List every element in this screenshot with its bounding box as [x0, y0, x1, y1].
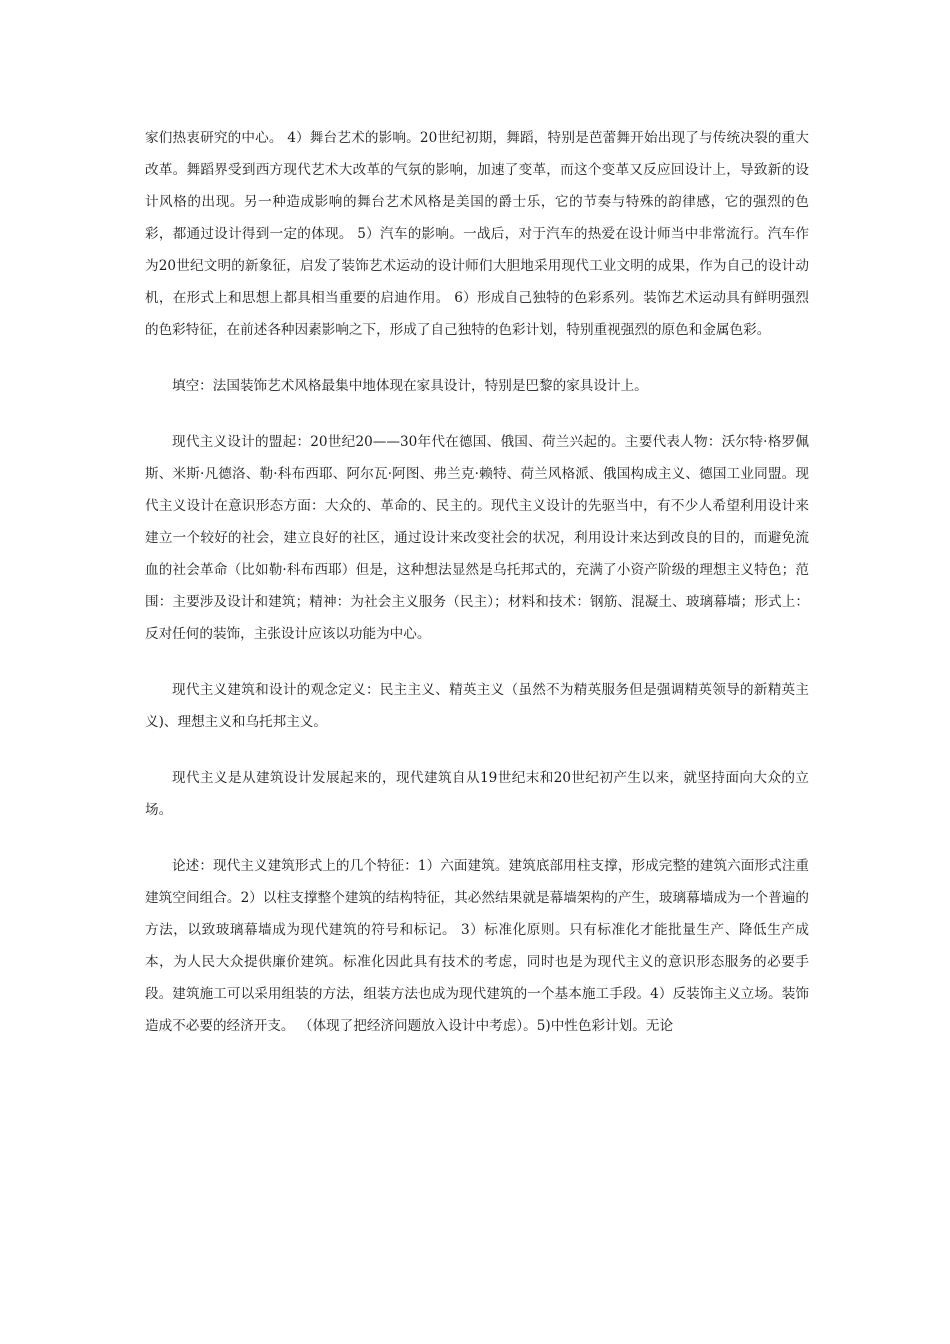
paragraph-art-deco-influences: 家们热衷研究的中心。 4）舞台艺术的影响。20世纪初期，舞蹈，特别是芭蕾舞开始出现了与传统决裂的重大改革。舞蹈界受到西方现代艺术大改革的气氛的影响，加速了变革，而这个变革又反应回设计上，导致新的设计风格的出现。另一种造成影响的舞台艺术风格是美国的爵士乐，它的节奏与特殊的韵律感，它的强烈的色彩，都通过设计得到一定的体现。 5）汽车的影响。一战后，对于汽车的热爱在设计师当中非常流行。汽车作为20世纪文明的新象征，启发了装饰艺术运动的设计师们大胆地采用现代工业文明的成果，作为自己的设计动机，在形式上和思想上都具相当重要的启迪作用。 6）形成自己独特的色彩系列。装饰艺术运动具有鲜明强烈的色彩特征，在前述各种因素影响之下，形成了自己独特的色彩计划，特别重视强烈的原色和金属色彩。 [145, 130, 809, 338]
paragraph-modernism-rise: 现代主义设计的盟起：20世纪20——30年代在德国、俄国、荷兰兴起的。主要代表人物：沃尔特·格罗佩斯、米斯·凡德洛、勒·科布西耶、阿尔瓦·阿图、弗兰克·赖特、荷兰风格派、俄国构成主义、德国工业同盟。现代主义设计在意识形态方面：大众的、革命的、民主的。现代主义设计的先驱当中，有不少人希望利用设计来建立一个较好的社会，建立良好的社区，通过设计来改变社会的状况，利用设计来达到改良的目的，而避免流血的社会革命（比如勒·科布西耶）但是，这种想法显然是乌托邦式的，充满了小资产阶级的理想主义特色；范围：主要涉及设计和建筑；精神：为社会主义服务（民主）；材料和技术：钢筋、混凝土、玻璃幕墙；形式上：反对任何的装饰，主张设计应该以功能为中心。 [145, 434, 809, 642]
paragraph-fill-in-blank: 填空：法国装饰艺术风格最集中地体现在家具设计，特别是巴黎的家具设计上。 [172, 378, 648, 394]
paragraph-modernism-definition: 现代主义建筑和设计的观念定义：民主主义、精英主义（虽然不为精英服务但是强调精英领导的新精英主义)、理想主义和乌托邦主义。 [145, 682, 809, 730]
paragraph-modernism-origin: 现代主义是从建筑设计发展起来的，现代建筑自从19世纪末和20世纪初产生以来，就坚持面向大众的立场。 [145, 770, 809, 818]
paragraph-architecture-features: 论述：现代主义建筑形式上的几个特征：1）六面建筑。建筑底部用柱支撑，形成完整的建筑六面形式注重建筑空间组合。2）以柱支撑整个建筑的结构特征，其必然结果就是幕墙架构的产生，玻璃幕墙成为一个普遍的方法，以致玻璃幕墙成为现代建筑的符号和标记。 3）标准化原则。只有标准化才能批量生产、降低生产成本，为人民大众提供廉价建筑。标准化因此具有技术的考虑，同时也是为现代主义的意识形态服务的必要手段。建筑施工可以采用组装的方法，组装方法也成为现代建筑的一个基本施工手段。4）反装饰主义立场。装饰造成不必要的经济开支。 （体现了把经济问题放入设计中考虑）。5)中性色彩计划。无论 [145, 858, 809, 1034]
document-body [145, 122, 809, 1066]
